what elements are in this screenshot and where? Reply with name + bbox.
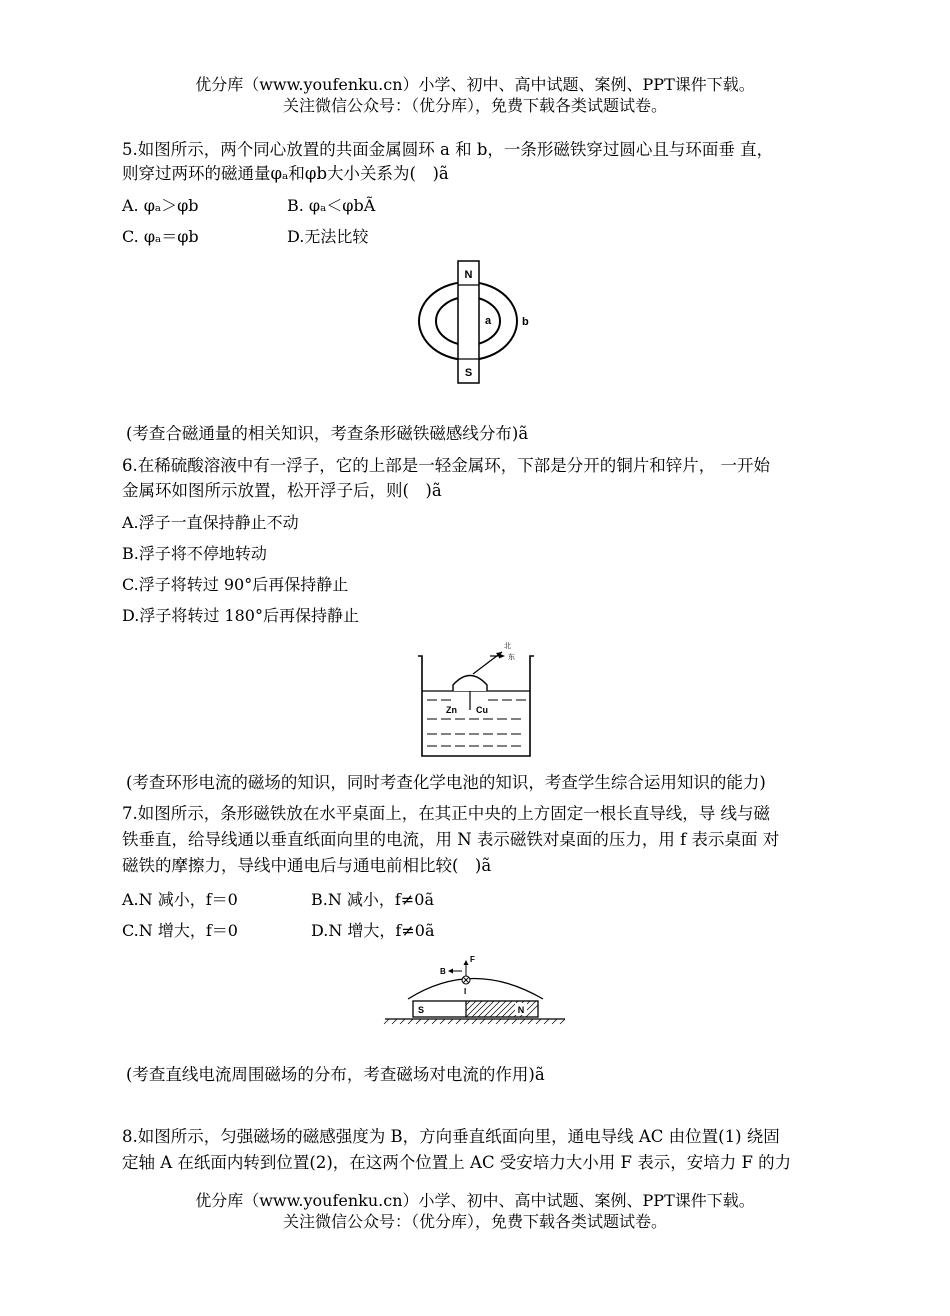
q6-fig-label-cu: Cu — [476, 705, 488, 715]
q6-fig-label-zn: Zn — [446, 705, 457, 715]
q5-caption: (考查合磁通量的相关知识，考查条形磁铁磁感线分布)ã — [126, 424, 529, 443]
q7-option-a: A.N 减小，f＝0 — [122, 890, 238, 909]
q7-fig-label-f: F — [470, 955, 475, 964]
q6-stem-line-2: 金属环如图所示放置，松开浮子后，则( )ã — [122, 481, 442, 500]
q7-option-d: D.N 增大，f≠0ã — [311, 921, 435, 940]
q5-fig-label-n: N — [464, 269, 473, 281]
q7-fig-label-s: S — [417, 1005, 425, 1015]
q7-stem-line-2: 铁垂直，给导线通以垂直纸面向里的电流，用 N 表示磁铁对桌面的压力，用 f 表示桌面 对 — [122, 830, 780, 849]
q8-stem-line-1: 8.如图所示，匀强磁场的磁感强度为 B，方向垂直纸面向里，通电导线 AC 由位置(1) 绕固 — [122, 1127, 780, 1146]
q5-fig-label-s: S — [464, 367, 473, 379]
q5-option-c: C. φₐ＝φb — [122, 227, 199, 246]
q5-fig-label-b: b — [522, 316, 529, 328]
footer-line-2: 关注微信公众号：（优分库），免费下载各类试题试卷。 — [282, 1212, 667, 1231]
q7-fig-label-b: B — [440, 967, 446, 976]
q5-stem-line-2: 则穿过两环的磁通量φₐ和φb大小关系为( )ã — [122, 164, 449, 183]
q6-caption: (考查环形电流的磁场的知识，同时考查化学电池的知识，考查学生综合运用知识的能力) — [126, 773, 766, 792]
q8-stem-line-2: 定轴 A 在纸面内转到位置(2)，在这两个位置上 AC 受安培力大小用 F 表示，安培力 F 的力 — [122, 1153, 792, 1172]
q5-stem-line-1: 5.如图所示，两个同心放置的共面金属圆环 a 和 b，一条形磁铁穿过圆心且与环面垂 直， — [122, 140, 774, 159]
footer-line-1: 优分库（www.youfenku.cn）小学、初中、高中试题、案例、PPT课件下载。 — [195, 1191, 755, 1210]
q6-fig-label-east: 东 — [508, 654, 515, 661]
q6-fig-label-north: 北 — [504, 643, 511, 650]
q7-stem-line-1: 7.如图所示，条形磁铁放在水平桌面上，在其正中央的上方固定一根长直导线，导 线与磁 — [122, 804, 770, 823]
q7-option-b: B.N 减小，f≠0ã — [311, 890, 434, 909]
header-line-1: 优分库（www.youfenku.cn）小学、初中、高中试题、案例、PPT课件下载。 — [195, 75, 755, 94]
q6-option-d: D.浮子将转过 180°后再保持静止 — [122, 606, 359, 625]
q7-figure-magnet-wire — [383, 950, 568, 1030]
q5-fig-label-a: a — [485, 315, 492, 327]
q7-caption: (考查直线电流周围磁场的分布，考查磁场对电流的作用)ã — [126, 1065, 545, 1084]
q5-option-b: B. φₐ＜φbÃ — [287, 196, 376, 215]
q6-figure-float-beaker — [410, 638, 545, 760]
q7-option-c: C.N 增大，f＝0 — [122, 921, 238, 940]
q5-figure-rings-magnet — [405, 255, 545, 390]
q6-stem-line-1: 6.在稀硫酸溶液中有一浮子，它的上部是一轻金属环，下部是分开的铜片和锌片， 一开始 — [122, 456, 770, 475]
q6-option-b: B.浮子将不停地转动 — [122, 544, 267, 563]
q7-fig-label-n: N — [517, 1005, 525, 1015]
q5-option-d: D.无法比较 — [287, 227, 369, 246]
q7-stem-line-3: 磁铁的摩擦力，导线中通电后与通电前相比较( )ã — [122, 856, 492, 875]
q7-fig-label-i: I — [464, 987, 467, 996]
q6-option-a: A.浮子一直保持静止不动 — [122, 513, 299, 532]
header-line-2: 关注微信公众号：（优分库），免费下载各类试题试卷。 — [282, 96, 667, 115]
q5-option-a: A. φₐ＞φb — [122, 196, 199, 215]
q6-option-c: C.浮子将转过 90°后再保持静止 — [122, 575, 349, 594]
